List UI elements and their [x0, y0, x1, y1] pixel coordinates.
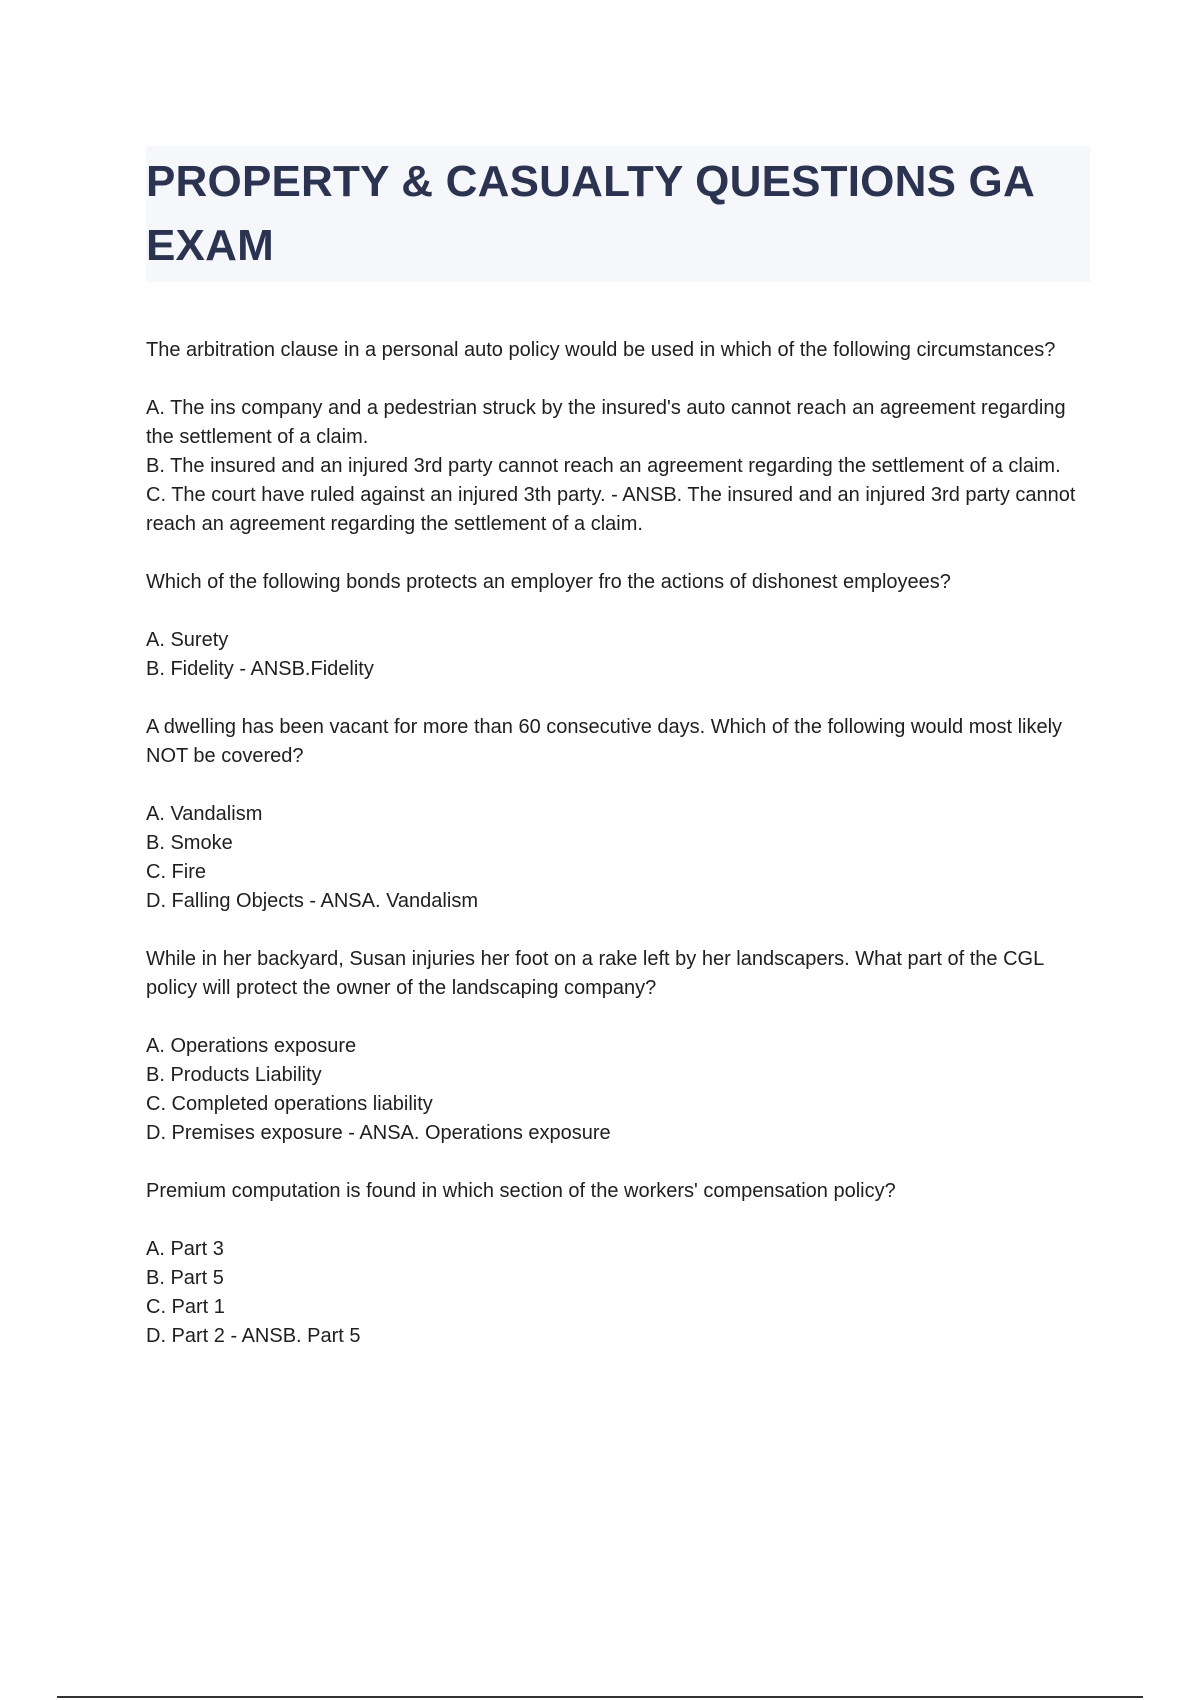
footer-divider [57, 1696, 1143, 1698]
answer-option: C. The court have ruled against an injured 3th party. - ANSB. The insured and an injured 3rd party cannot reach an agreement regarding the settlement of a claim. [146, 484, 1076, 535]
answer-option: D. Falling Objects - ANSA. Vandalism [146, 890, 478, 912]
answer-option: D. Premises exposure - ANSA. Operations exposure [146, 1122, 611, 1144]
answer-option: A. Operations exposure [146, 1035, 357, 1057]
answer-option: B. Products Liability [146, 1064, 322, 1086]
question-text: Premium computation is found in which section of the workers' compensation policy? [146, 1180, 896, 1202]
question-text: While in her backyard, Susan injuries her foot on a rake left by her landscapers. What part of the CGL policy will protect the owner of the landscaping company? [146, 948, 1044, 999]
question-1 [146, 336, 1090, 539]
question-2 [146, 568, 1090, 684]
answer-option: D. Part 2 - ANSB. Part 5 [146, 1325, 361, 1347]
question-list [146, 336, 1090, 1380]
question-4 [146, 945, 1090, 1148]
answer-option: B. Fidelity - ANSB.Fidelity [146, 658, 374, 680]
answer-option: A. Surety [146, 629, 229, 651]
answer-option: B. The insured and an injured 3rd party cannot reach an agreement regarding the settlement of a claim. [146, 455, 1061, 477]
answer-option: A. Part 3 [146, 1238, 224, 1260]
question-text: A dwelling has been vacant for more than 60 consecutive days. Which of the following would most likely NOT be covered? [146, 716, 1063, 767]
answer-option: B. Part 5 [146, 1267, 224, 1289]
question-text: Which of the following bonds protects an employer fro the actions of dishonest employees? [146, 571, 951, 593]
document-title: PROPERTY & CASUALTY QUESTIONS GA EXAM [146, 157, 1034, 270]
answer-option: A. The ins company and a pedestrian struck by the insured's auto cannot reach an agreement regarding the settlement of a claim. [146, 397, 1066, 448]
question-5 [146, 1177, 1090, 1351]
answer-option: C. Completed operations liability [146, 1093, 433, 1115]
answer-option: C. Fire [146, 861, 206, 883]
title-banner [146, 146, 1090, 282]
question-3 [146, 713, 1090, 916]
answer-option: A. Vandalism [146, 803, 263, 825]
answer-option: B. Smoke [146, 832, 233, 854]
answer-option: C. Part 1 [146, 1296, 225, 1318]
question-text: The arbitration clause in a personal auto policy would be used in which of the following circumstances? [146, 339, 1056, 361]
